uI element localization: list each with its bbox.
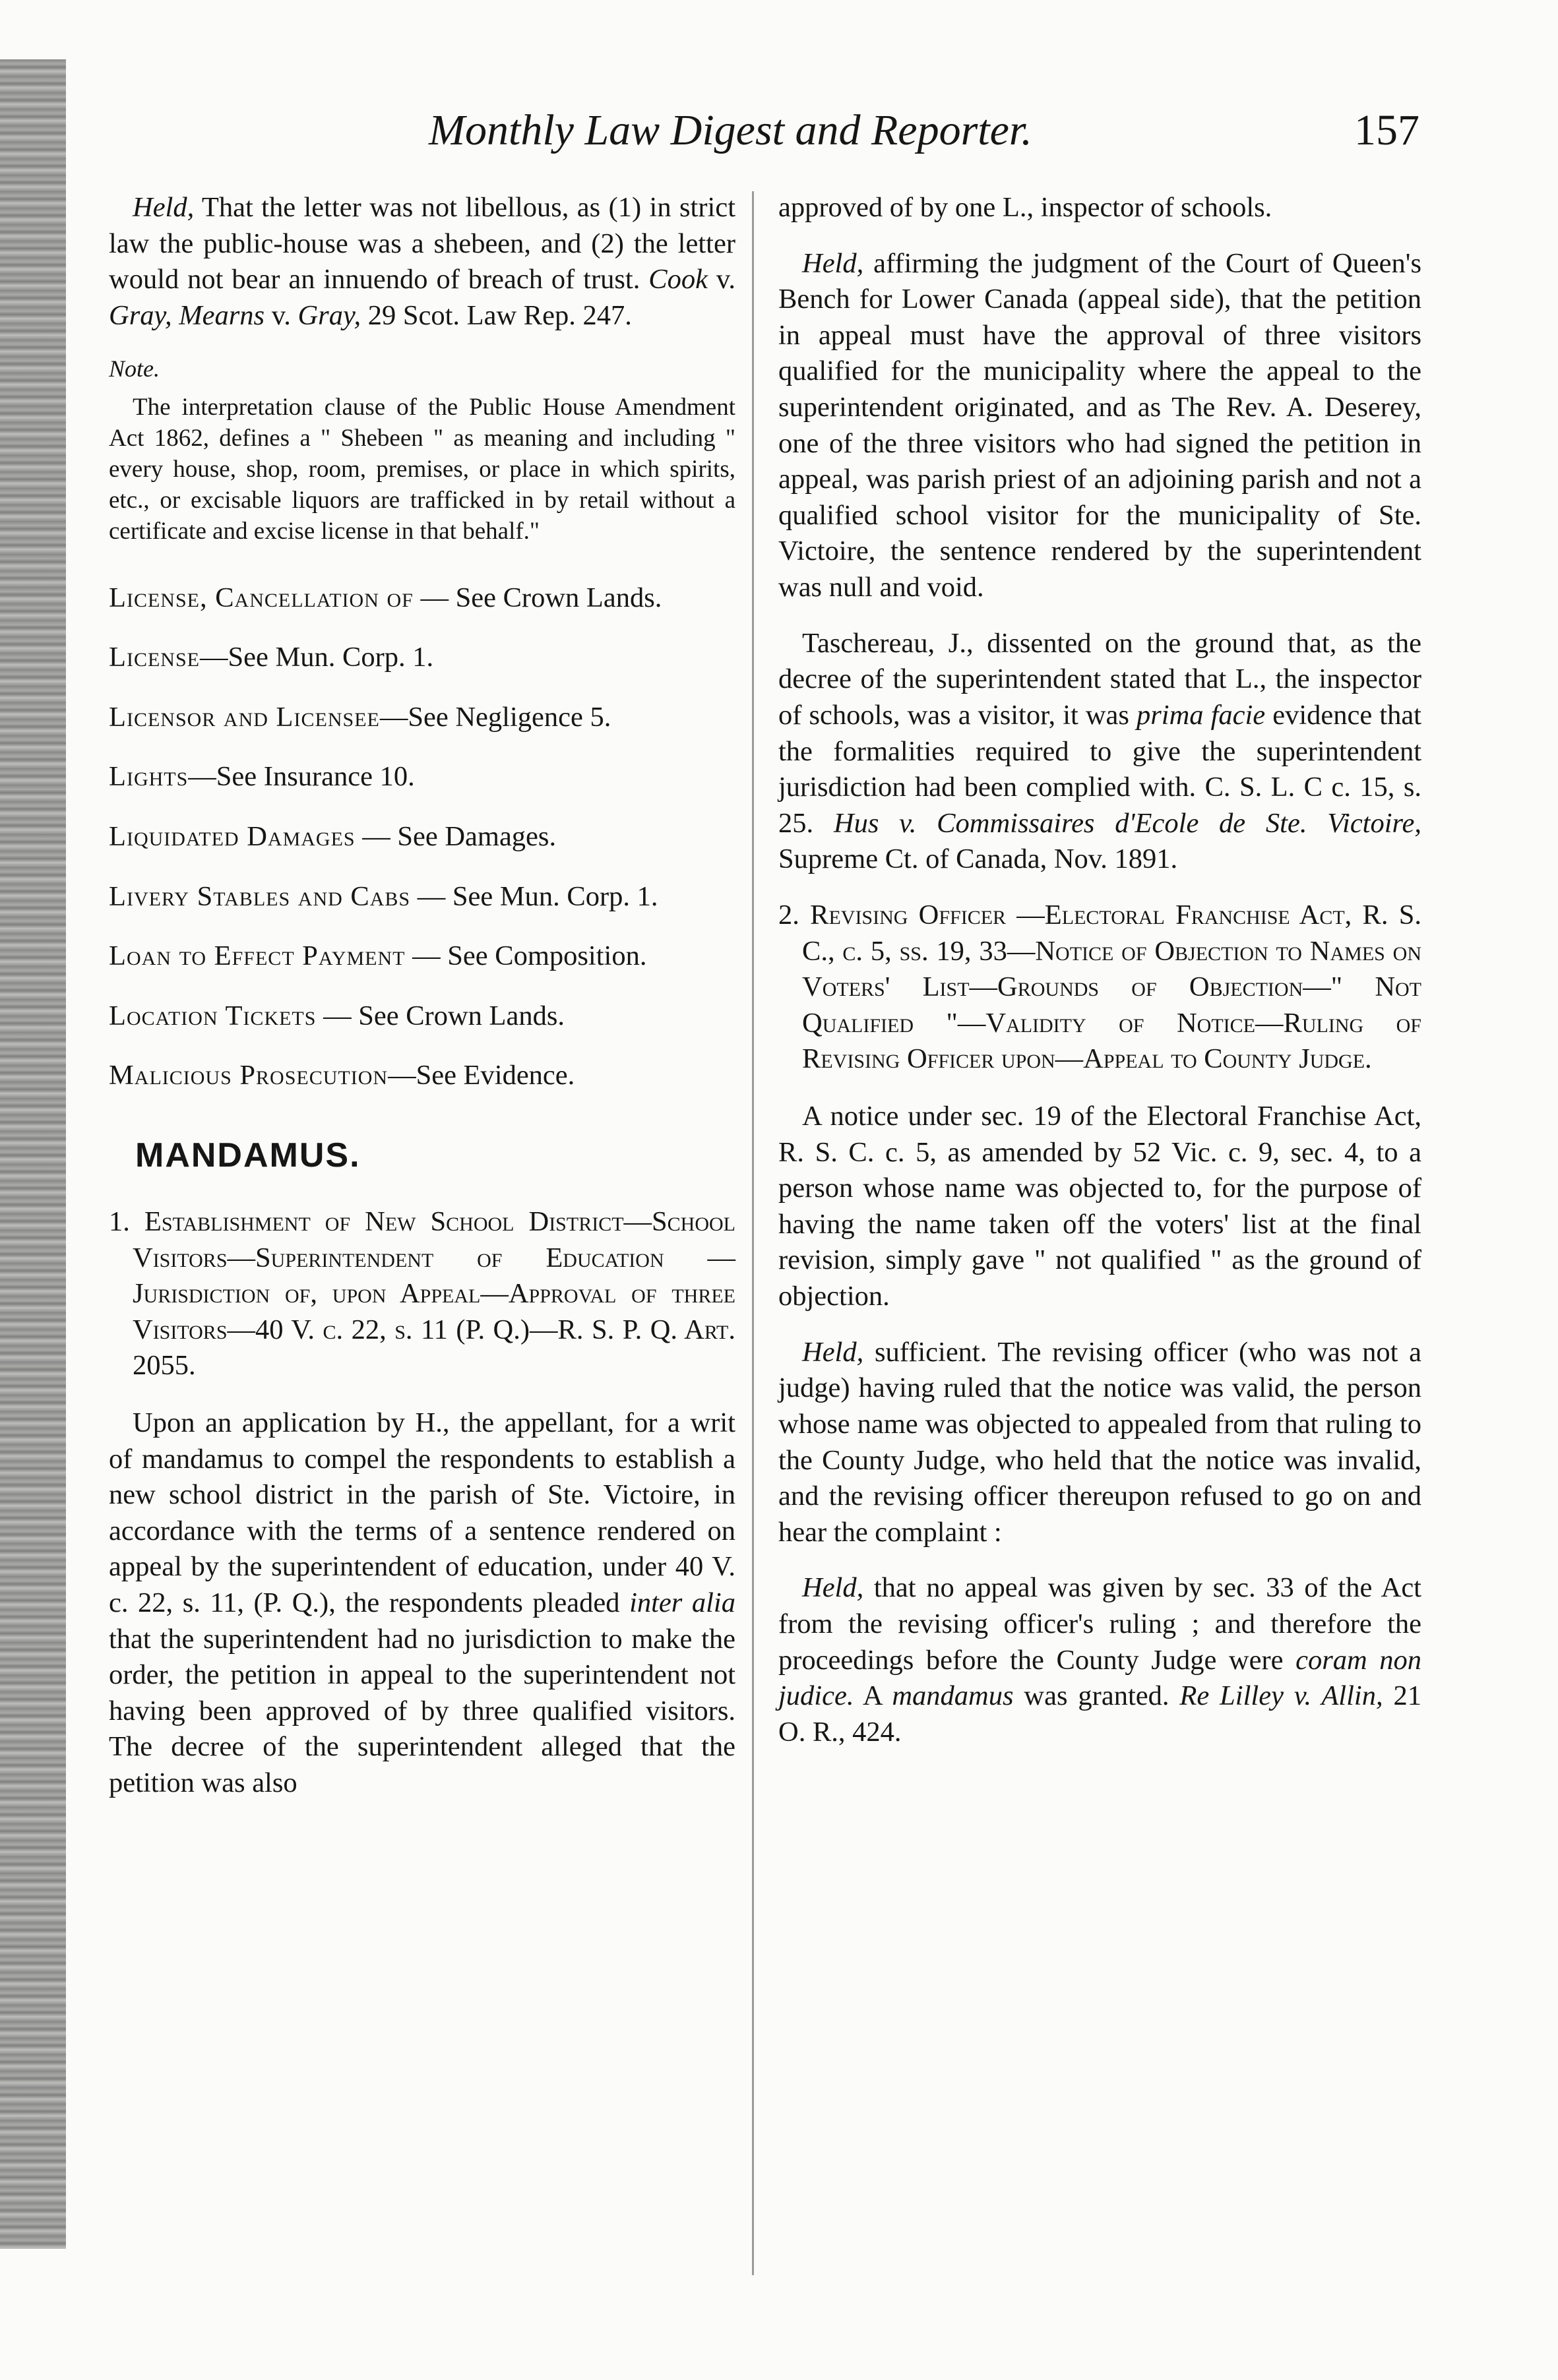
- right-column: [778, 190, 1421, 2301]
- case-heading: 1. Establishment of New School District—School Visitors—Superintendent of Education — Jurisdiction of, upon Appeal—Approval of three Visitors—40 V. c. 22, s. 11 (P. Q.)—R. S. P. Q. Art. 2055.: [109, 1205, 735, 1382]
- section-heading: MANDAMUS.: [135, 1136, 361, 1175]
- page-number: 157: [1354, 106, 1419, 154]
- index-entry: Livery Stables and Cabs — See Mun. Corp. 1.: [109, 880, 658, 912]
- left-column: [109, 190, 735, 2301]
- column-divider: [752, 191, 754, 2275]
- held-paragraph: Held, affirming the judgment of the Court of Queen's Bench for Lower Canada (appeal side), that the petition in appeal must have the approval of three visitors qualified for the municipality where the appeal to the superintendent originated, and as The Rev. A. Deserey, one of the three visitors who had signed the petition in appeal, was parish priest of an adjoining parish and not a qualified school visitor for the municipality of Ste. Victoire, the sentence rendered by the superintendent was null and void.: [778, 247, 1421, 603]
- index-entry: License—See Mun. Corp. 1.: [109, 642, 434, 673]
- body-paragraph: A notice under sec. 19 of the Electoral Franchise Act, R. S. C. c. 5, as amended by 52 Vic. c. 9, sec. 4, to a person whose name was objected to, for the purpose of having the name taken off the voters' list at the final revision, simply gave " not qualified " as the ground of objection.: [778, 1101, 1421, 1312]
- index-entry: Loan to Effect Payment — See Composition.: [109, 940, 647, 972]
- held-paragraph: Held, That the letter was not libellous, as (1) in strict law the public-house was a shebeen, and (2) the letter would not bear an innuendo of breach of trust. Cook v. Gray, Mearns v. Gray, 29 Scot. Law Rep. 247.: [109, 192, 735, 331]
- page-binding-edge: [0, 59, 66, 2249]
- held-paragraph: Held, sufficient. The revising officer (who was not a judge) having ruled that the notice was valid, the person whose name was objected to appealed from that ruling to the County Judge, who held that the notice was invalid, and the revising officer thereupon refused to go on and hear the complaint :: [778, 1336, 1421, 1548]
- index-entry: Location Tickets — See Crown Lands.: [109, 1000, 565, 1031]
- index-entry: Malicious Prosecution—See Evidence.: [109, 1060, 575, 1091]
- note-label: Note.: [109, 355, 160, 382]
- index-entry: Lights—See Insurance 10.: [109, 761, 415, 793]
- note-text: The interpretation clause of the Public House Amendment Act 1862, defines a " Shebeen " as meaning and including " every house, shop, room, premises, or place in which spirits, etc., or excisable liquors are trafficked in by retail without a certificate and excise license in that behalf.": [109, 393, 735, 545]
- body-paragraph: Upon an application by H., the appellant, for a writ of mandamus to compel the respondents to establish a new school district in the parish of Ste. Victoire, in accordance with the terms of a sentence rendered on appeal by the superintendent of education, under 40 V. c. 22, s. 11, (P. Q.), the respondents pleaded inter alia that the superintendent had no jurisdiction to make the order, the petition in appeal to the superintendent not having been approved of by three qualified visitors. The decree of the superintendent alleged that the petition was also: [109, 1407, 735, 1799]
- held-paragraph: Held, that no appeal was given by sec. 33 of the Act from the revising officer's ruling ; and therefore the proceedings before the County Judge were coram non judice. A mandamus was granted. Re Lilley v. Allin, 21 O. R., 424.: [778, 1572, 1422, 1748]
- body-paragraph: approved of by one L., inspector of schools.: [778, 192, 1272, 223]
- running-title: Monthly Law Digest and Reporter.: [429, 106, 1032, 154]
- dissent-paragraph: Taschereau, J., dissented on the ground that, as the decree of the superintendent stated that L., the inspector of schools, was a visitor, it was prima facie evidence that the formalities required to give the superintendent jurisdiction had been complied with. C. S. L. C c. 15, s. 25. Hus v. Commissaires d'Ecole de Ste. Victoire, Supreme Ct. of Canada, Nov. 1891.: [778, 627, 1421, 875]
- index-entry: Liquidated Damages — See Damages.: [109, 821, 557, 853]
- case-heading: 2. Revising Officer —Electoral Franchise Act, R. S. C., c. 5, ss. 19, 33—Notice of Objection to Names on Voters' List—Grounds of Objection—" Not Qualified "—Validity of Notice—Ruling of Revising Officer upon—Appeal to County Judge.: [778, 899, 1421, 1075]
- index-entry: Licensor and Licensee—See Negligence 5.: [109, 701, 611, 733]
- index-entry: License, Cancellation of — See Crown Lands.: [109, 582, 662, 613]
- page-header: [132, 106, 1419, 165]
